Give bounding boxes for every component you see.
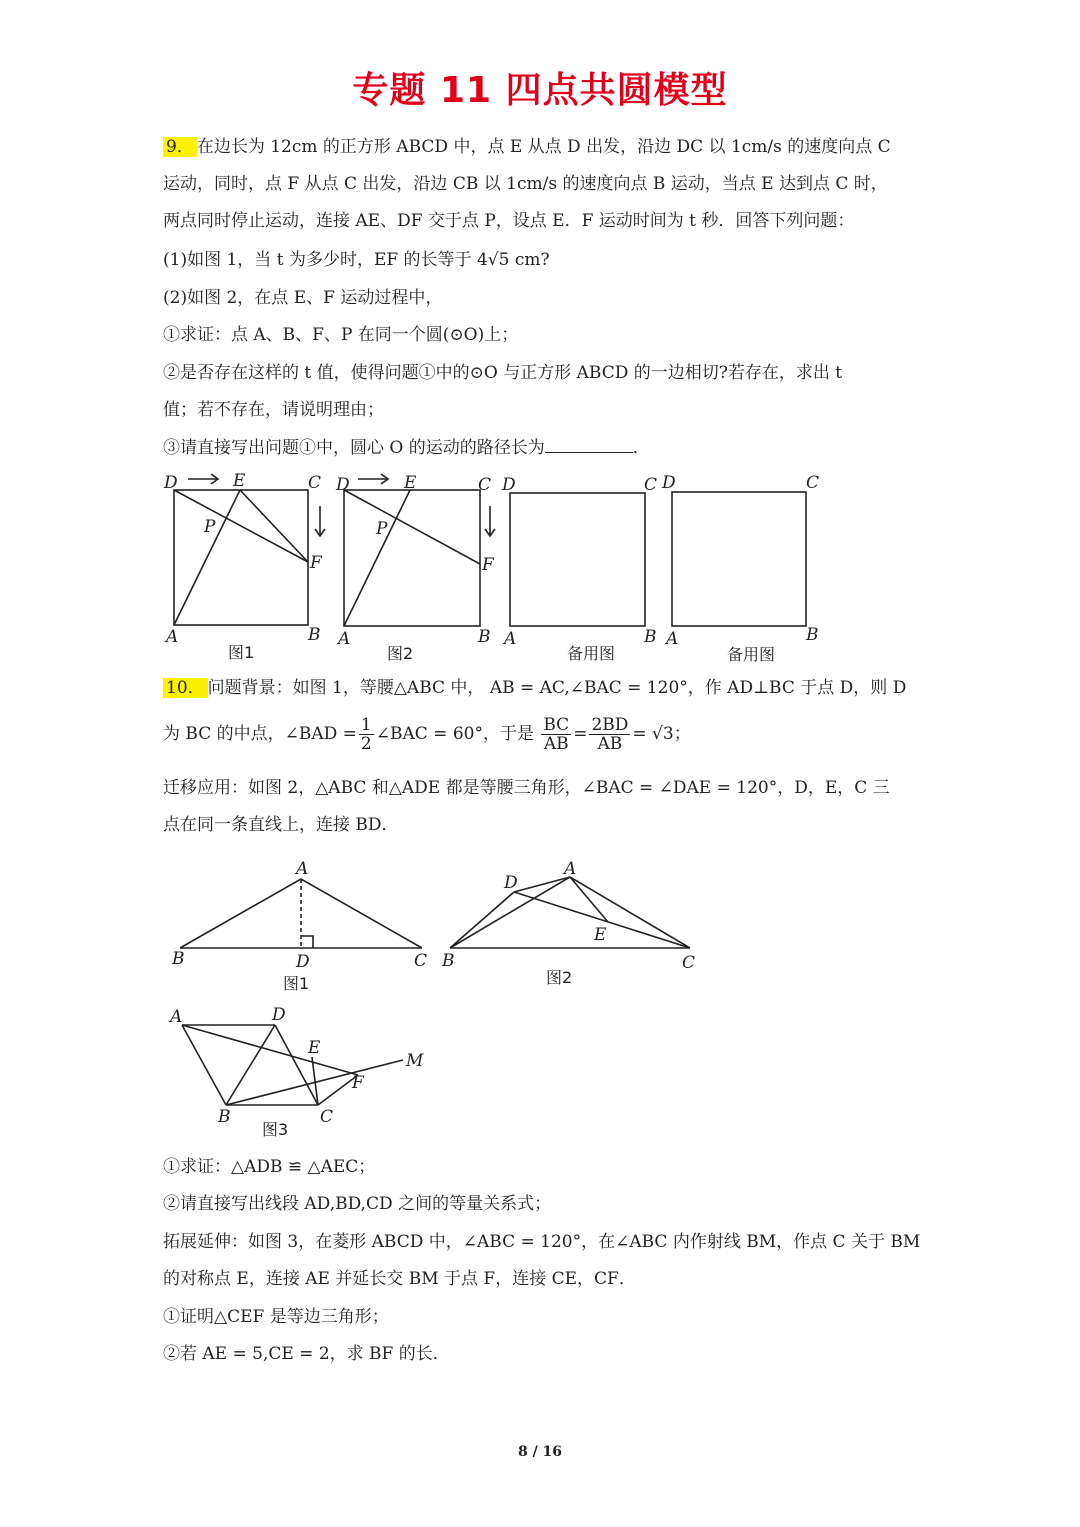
svg-text:B: B bbox=[218, 1107, 231, 1127]
q10-line-5: ①求证：△ADB ≌ △AEC； bbox=[163, 1157, 376, 1177]
svg-text:D: D bbox=[662, 473, 676, 493]
q10-figure-2-labels bbox=[441, 859, 695, 973]
page-number: 8 / 16 bbox=[517, 1444, 563, 1460]
q10-line-4: 点在同一条直线上，连接 BD． bbox=[163, 815, 399, 835]
svg-text:D: D bbox=[502, 475, 516, 495]
svg-text:D: D bbox=[296, 952, 310, 972]
svg-text:C: C bbox=[308, 473, 322, 493]
svg-text:A: A bbox=[504, 629, 517, 649]
svg-text:A: A bbox=[564, 859, 577, 879]
svg-text:A: A bbox=[338, 629, 351, 649]
equals-sign: = bbox=[573, 724, 588, 744]
q9-spare-figure-1 bbox=[510, 493, 645, 626]
svg-text:D: D bbox=[336, 475, 350, 495]
page-title: 专题 11 四点共圆模型 bbox=[352, 70, 728, 111]
q10-line-1-text: 问题背景：如图 1，等腰△ABC 中， AB = AC,∠BAC = 120°，作 AD⊥BC 于点 D，则 D bbox=[207, 678, 907, 698]
q9-caption-2: 图2 bbox=[387, 644, 414, 663]
q9-spare-figure-2 bbox=[672, 492, 806, 626]
fraction-half bbox=[359, 716, 374, 753]
q9-text: 在边长为 12cm 的正方形 ABCD 中，点 E 从点 D 出发，沿边 DC 以 1cm/s 的速度向点 C bbox=[196, 137, 891, 157]
q9-line-9-text: ③请直接写出问题①中，圆心 O 的运动的路径长为 bbox=[163, 438, 545, 458]
q10-line-2-end: = √3； bbox=[632, 724, 691, 744]
svg-text:D: D bbox=[504, 873, 518, 893]
svg-text:A: A bbox=[170, 1007, 183, 1027]
q9-number: 9． bbox=[163, 137, 197, 157]
q9-spare-figure-1-labels bbox=[501, 475, 657, 649]
q10-line-3: 迁移应用：如图 2，△ABC 和△ADE 都是等腰三角形，∠BAC = ∠DAE = 120°，D，E，C 三 bbox=[163, 778, 890, 798]
q9-line-6: ①求证：点 A、B、F、P 在同一个圆(⊙O)上； bbox=[163, 325, 519, 345]
q9-line-7: ②是否存在这样的 t 值，使得问题①中的⊙O 与正方形 ABCD 的一边相切?若存在，求出 t bbox=[163, 363, 843, 383]
q9-line-8: 值；若不存在，请说明理由； bbox=[163, 400, 384, 420]
q10-figure-3-lines bbox=[182, 1025, 403, 1105]
svg-text:B: B bbox=[478, 627, 491, 647]
q9-line-9 bbox=[163, 436, 650, 460]
q10-figure-1-labels bbox=[171, 859, 427, 972]
svg-text:D: D bbox=[272, 1005, 286, 1025]
svg-text:D: D bbox=[164, 473, 178, 493]
q10-line-2-mid: ∠BAC = 60°，于是 bbox=[375, 724, 534, 744]
q10-caption-2: 图2 bbox=[546, 968, 573, 987]
q10-line-9: ①证明△CEF 是等边三角形； bbox=[163, 1307, 389, 1327]
q10-figure-3 bbox=[160, 1000, 440, 1130]
svg-text:B: B bbox=[172, 949, 185, 969]
svg-text:B: B bbox=[442, 951, 455, 971]
q9-caption-1: 图1 bbox=[228, 643, 255, 662]
fraction-half-num: 1 bbox=[360, 715, 372, 735]
svg-text:B: B bbox=[644, 627, 657, 647]
q9-figure-2-labels bbox=[335, 473, 495, 649]
answer-blank bbox=[545, 436, 633, 453]
q9-line-4: (1)如图 1，当 t 为多少时，EF 的长等于 4√5 cm? bbox=[163, 250, 550, 270]
q10-caption-3: 图3 bbox=[262, 1120, 289, 1139]
svg-text:F: F bbox=[310, 553, 322, 573]
fraction-2bd-ab-den: AB bbox=[597, 734, 623, 754]
q9-caption-3: 备用图 bbox=[567, 644, 616, 663]
svg-text:E: E bbox=[308, 1038, 321, 1058]
svg-text:P: P bbox=[204, 517, 216, 537]
svg-text:A: A bbox=[666, 629, 679, 649]
svg-text:P: P bbox=[376, 519, 388, 539]
q10-line-6: ②请直接写出线段 AD,BD,CD 之间的等量关系式； bbox=[163, 1194, 552, 1214]
q10-figure-2 bbox=[450, 877, 690, 948]
q10-line-2 bbox=[163, 716, 691, 753]
q10-line-8: 的对称点 E，连接 AE 并延长交 BM 于点 F，连接 CE，CF． bbox=[163, 1269, 636, 1289]
fraction-bc-ab-den: AB bbox=[543, 734, 569, 754]
svg-text:A: A bbox=[166, 627, 179, 647]
fraction-bc-ab-num: BC bbox=[543, 715, 570, 735]
q10-figure-1 bbox=[180, 879, 422, 948]
svg-text:F: F bbox=[352, 1073, 364, 1093]
q9-line-5: (2)如图 2，在点 E、F 运动过程中， bbox=[163, 288, 443, 308]
q10-line-10: ②若 AE = 5,CE = 2，求 BF 的长． bbox=[163, 1344, 450, 1364]
q10-caption-1: 图1 bbox=[283, 974, 310, 993]
svg-text:E: E bbox=[404, 473, 417, 493]
q10-number: 10． bbox=[163, 678, 208, 698]
q10-line-7: 拓展延伸：如图 3，在菱形 ABCD 中，∠ABC = 120°，在∠ABC 内作射线 BM，作点 C 关于 BM bbox=[163, 1232, 921, 1252]
svg-text:C: C bbox=[414, 951, 428, 971]
svg-text:M: M bbox=[406, 1051, 424, 1071]
svg-text:C: C bbox=[478, 475, 492, 495]
q9-line-2: 运动，同时，点 F 从点 C 出发，沿边 CB 以 1cm/s 的速度向点 B 运动，当点 E 达到点 C 时， bbox=[163, 174, 888, 194]
q10-line-2-pre: 为 BC 的中点，∠BAD = bbox=[163, 724, 357, 744]
q9-figure-2 bbox=[344, 474, 495, 626]
svg-text:F: F bbox=[482, 555, 494, 575]
fraction-2bd-ab bbox=[589, 716, 630, 753]
q10-line-1 bbox=[163, 676, 906, 700]
svg-text:E: E bbox=[233, 471, 246, 491]
svg-text:C: C bbox=[644, 475, 658, 495]
fraction-half-den: 2 bbox=[360, 734, 372, 754]
svg-text:C: C bbox=[320, 1107, 334, 1127]
q9-line-1 bbox=[163, 135, 891, 159]
fraction-bc-ab bbox=[541, 716, 571, 753]
q9-figures bbox=[160, 468, 840, 668]
q10-figures-1-2 bbox=[160, 852, 720, 982]
svg-text:A: A bbox=[296, 859, 309, 879]
q9-spare-figure-2-labels bbox=[661, 473, 819, 649]
svg-text:B: B bbox=[308, 625, 321, 645]
q9-caption-4: 备用图 bbox=[727, 645, 776, 664]
svg-text:C: C bbox=[682, 953, 696, 973]
q9-line-9-end: ． bbox=[632, 438, 650, 458]
svg-text:E: E bbox=[594, 925, 607, 945]
svg-text:C: C bbox=[806, 473, 820, 493]
fraction-2bd-ab-num: 2BD bbox=[591, 715, 629, 735]
q9-line-3: 两点同时停止运动，连接 AE、DF 交于点 P，设点 E．F 运动时间为 t 秒．回答下列问题： bbox=[163, 211, 855, 231]
q9-figure-1 bbox=[174, 474, 325, 625]
q10-figure-3-labels bbox=[168, 1005, 424, 1127]
svg-text:B: B bbox=[806, 625, 819, 645]
